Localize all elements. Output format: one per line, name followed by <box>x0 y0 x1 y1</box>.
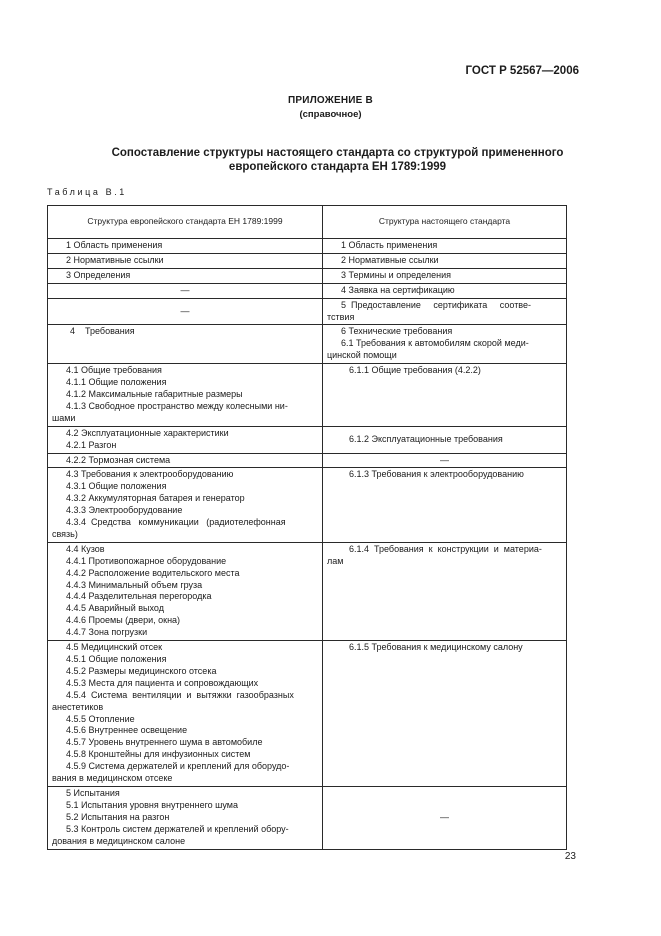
cell-line: 4.4.6 Проемы (двери, окна) <box>66 615 181 626</box>
cell-line: 4.5.3 Места для пациента и сопровождающих <box>66 677 259 688</box>
cell-line: 4.4.3 Минимальный объем груза <box>66 579 203 590</box>
cell-line: 5.1 Испытания уровня внутреннего шума <box>66 799 238 810</box>
table-row <box>48 453 567 468</box>
cell-national <box>323 283 567 298</box>
table-row <box>48 364 567 427</box>
cell-line: 4.1 Общие требования <box>66 365 162 376</box>
cell-line: 4.3.1 Общие положения <box>66 481 167 492</box>
cell-national <box>323 641 567 787</box>
table-row <box>48 786 567 849</box>
cell-line: 2 Нормативные ссылки <box>341 254 439 265</box>
table-row <box>48 239 567 254</box>
cell-line: 5.3 Контроль систем держателей и креплений обору- <box>66 823 289 834</box>
cell-national <box>323 542 567 640</box>
cell-dash: — <box>440 811 449 822</box>
cell-line: 6.1.3 Требования к электрооборудованию <box>349 469 524 480</box>
cell-line: 4.1.2 Максимальные габаритные размеры <box>66 388 243 399</box>
cell-national <box>323 426 567 453</box>
table-header-row <box>48 206 567 239</box>
cell-european <box>48 786 323 849</box>
cell-line: 4.5.7 Уровень внутреннего шума в автомобиле <box>66 737 263 748</box>
document-title-line-1: Сопоставление структуры настоящего стандарта со структурой примененного <box>111 147 564 159</box>
cell-line: 4.5.8 Кронштейны для инфузионных систем <box>66 749 251 760</box>
cell-national <box>323 325 567 364</box>
cell-national <box>323 453 567 468</box>
cell-line: 4.4.5 Аварийный выход <box>66 603 164 614</box>
column-header-european: Структура европейского стандарта ЕН 1789:1999 <box>48 206 323 239</box>
cell-line: 5.2 Испытания на разгон <box>66 811 170 822</box>
document-title <box>60 146 615 174</box>
cell-line: лам <box>327 555 344 566</box>
cell-european <box>48 453 323 468</box>
cell-line: 6 Технические требования <box>341 326 453 337</box>
cell-dash: — <box>180 305 190 316</box>
table-row <box>48 325 567 364</box>
cell-european <box>48 298 323 325</box>
cell-national <box>323 786 567 849</box>
cell-line: 4 Заявка на сертификацию <box>341 284 455 295</box>
annex-subtitle: (справочное) <box>299 109 362 120</box>
table-row <box>48 641 567 787</box>
table-label: Таблица В.1 <box>47 187 127 197</box>
cell-national <box>323 268 567 283</box>
document-title-line-2: европейского стандарта ЕН 1789:1999 <box>228 161 447 173</box>
cell-line: 6.1.1 Общие требования (4.2.2) <box>349 365 481 376</box>
cell-european <box>48 364 323 427</box>
cell-line: анестетиков <box>52 701 104 712</box>
comparison-table <box>47 205 567 850</box>
cell-dash: — <box>440 454 449 465</box>
table-row <box>48 468 567 542</box>
cell-line: 6.1.5 Требования к медицинскому салону <box>349 642 523 653</box>
cell-line: 6.1 Требования к автомобилям скорой меди- <box>341 338 529 349</box>
table-row <box>48 298 567 325</box>
cell-national <box>323 239 567 254</box>
cell-national <box>323 298 567 325</box>
cell-line: 3 Определения <box>66 269 131 280</box>
cell-national <box>323 253 567 268</box>
cell-line: цинской помощи <box>327 350 397 361</box>
cell-line: вания в медицинском отсеке <box>52 773 173 784</box>
cell-european <box>48 253 323 268</box>
cell-line: 2 Нормативные ссылки <box>66 254 164 265</box>
cell-line: 4.4.7 Зона погрузки <box>66 627 148 638</box>
cell-line: 4.5.4 Система вентиляции и вытяжки газообразных <box>66 689 294 700</box>
cell-european <box>48 268 323 283</box>
cell-line: 4.5.2 Размеры медицинского отсека <box>66 665 217 676</box>
page-number: 23 <box>564 851 576 862</box>
cell-line: шами <box>52 412 76 423</box>
cell-line: 4.3.3 Электрооборудование <box>66 505 183 516</box>
cell-line: 3 Термины и определения <box>341 269 451 280</box>
cell-european <box>48 641 323 787</box>
cell-line: 4.5.9 Система держателей и креплений для оборудо- <box>66 761 290 772</box>
table-row <box>48 542 567 640</box>
cell-european <box>48 426 323 453</box>
cell-line: 4 Требования <box>70 326 135 337</box>
cell-line: 4.5.1 Общие положения <box>66 654 167 664</box>
cell-line: 4.3.4 Средства коммуникации (радиотелефонная <box>66 517 286 528</box>
cell-line: 5 Испытания <box>66 787 120 798</box>
cell-line: связь) <box>52 528 78 539</box>
standard-code: ГОСТ Р 52567—2006 <box>465 65 579 77</box>
cell-line: 4.5.5 Отопление <box>66 713 135 724</box>
cell-line: дования в медицинском салоне <box>52 835 186 846</box>
table-row <box>48 268 567 283</box>
cell-european <box>48 283 323 298</box>
cell-european <box>48 468 323 542</box>
cell-european <box>48 325 323 364</box>
table-row <box>48 283 567 298</box>
annex-title: ПРИЛОЖЕНИЕ В <box>288 95 373 106</box>
cell-line: 4.2.1 Разгон <box>66 439 117 450</box>
cell-line: 4.5 Медицинский отсек <box>66 642 163 653</box>
cell-line: тствия <box>327 311 355 322</box>
cell-line: 6.1.2 Эксплуатационные требования <box>349 433 503 444</box>
cell-line: 4.4.1 Противопожарное оборудование <box>66 555 227 566</box>
cell-line: 4.4 Кузов <box>66 543 105 554</box>
cell-line: 4.3 Требования к электрооборудованию <box>66 469 234 480</box>
cell-line: 4.2 Эксплуатационные характеристики <box>66 427 229 438</box>
cell-line: 5 Предоставление сертификата соотве- <box>341 299 531 310</box>
cell-line: 4.3.2 Аккумуляторная батарея и генератор <box>66 493 245 504</box>
cell-line: 4.1.3 Свободное пространство между колесными ни- <box>66 400 288 411</box>
cell-european <box>48 239 323 254</box>
cell-dash: — <box>180 284 190 295</box>
cell-national <box>323 468 567 542</box>
cell-national <box>323 364 567 427</box>
cell-line: 4.2.2 Тормозная система <box>66 454 171 465</box>
cell-line: 4.1.1 Общие положения <box>66 377 167 388</box>
cell-line: 1 Область применения <box>341 240 438 250</box>
cell-line: 6.1.4 Требования к конструкции и материа- <box>349 543 542 554</box>
cell-line: 4.4.2 Расположение водительского места <box>66 567 240 578</box>
column-header-national: Структура настоящего стандарта <box>323 206 567 239</box>
cell-line: 1 Область применения <box>66 240 163 250</box>
cell-line: 4.5.6 Внутреннее освещение <box>66 725 188 736</box>
cell-line: 4.4.4 Разделительная перегородка <box>66 591 212 602</box>
cell-european <box>48 542 323 640</box>
table-row <box>48 426 567 453</box>
table-row <box>48 253 567 268</box>
